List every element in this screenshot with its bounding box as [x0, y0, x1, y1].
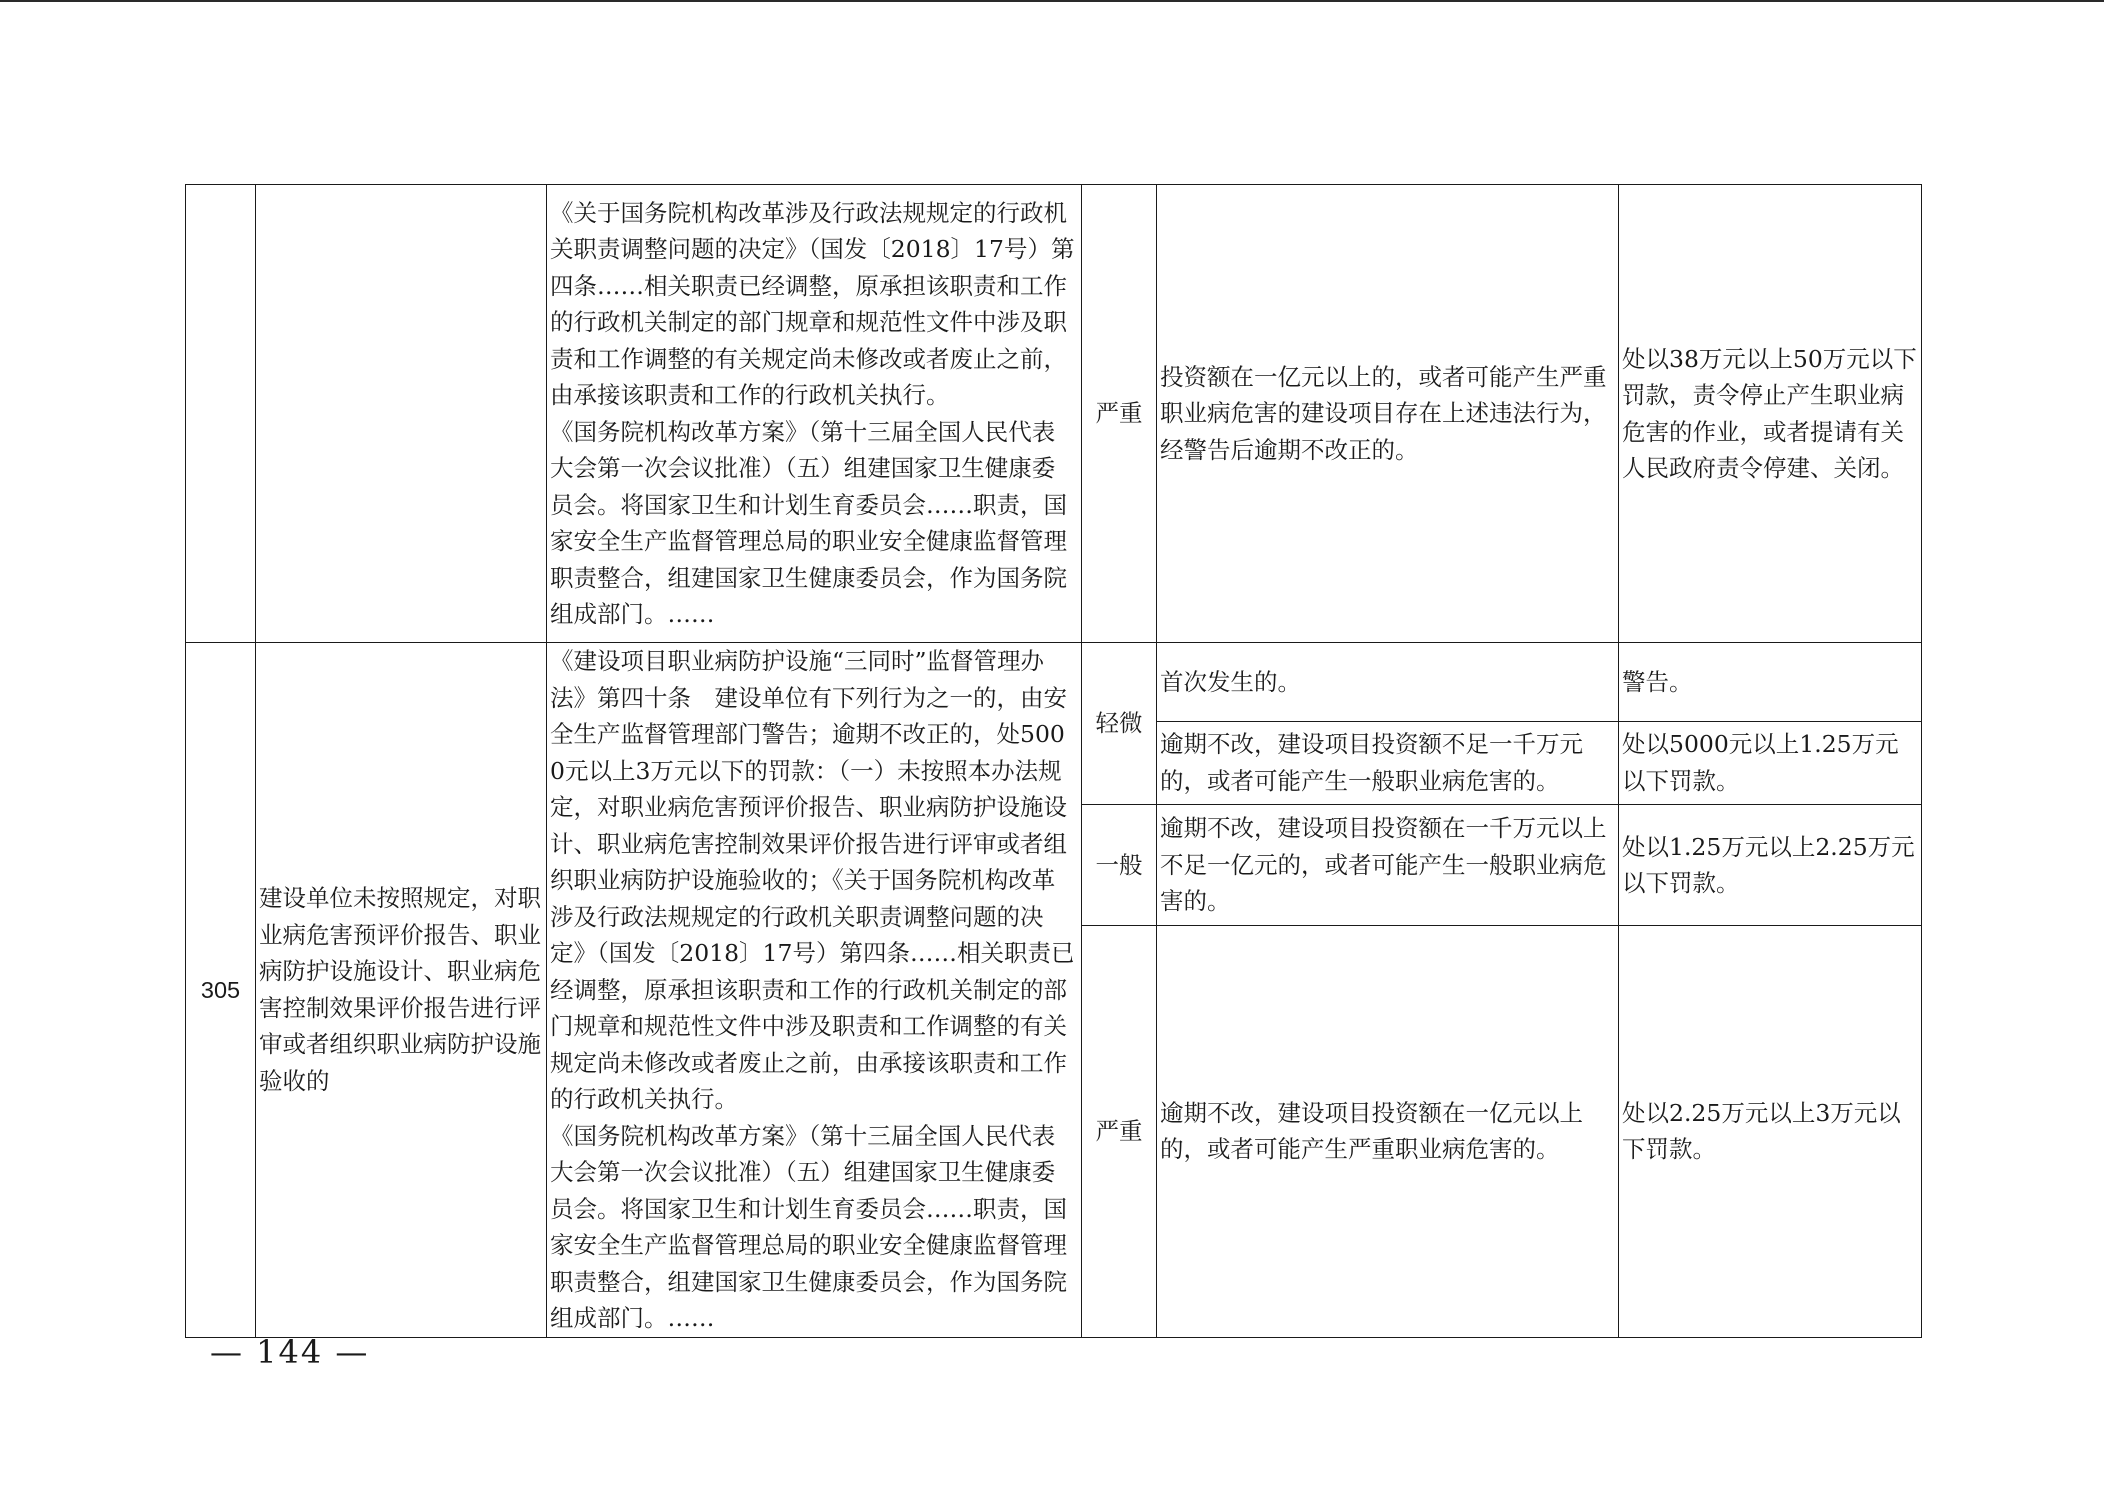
violation-cell — [256, 185, 547, 643]
severity-level-cell: 严重 — [1082, 926, 1157, 1337]
violation-circumstance-cell: 逾期不改，建设项目投资额在一亿元以上的，或者可能产生严重职业病危害的。 — [1157, 926, 1619, 1337]
legal-basis-cell — [547, 643, 1082, 1338]
page-number: — 144 — — [210, 1333, 370, 1371]
item-305-minor-row-1 — [186, 643, 1922, 722]
penalty-standards-table — [185, 184, 1922, 1338]
legal-basis-paragraph: 《关于国务院机构改革涉及行政法规规定的行政机关职责调整问题的决定》（国发〔2018〕17号）第四条……相关职责已经调整，原承担该职责和工作的行政机关制定的部门规章和规范性文件中涉及职责和工作调整的有关规定尚未修改或者废止之前，由承接该职责和工作的行政机关执行。 — [550, 198, 1075, 409]
severity-level-cell: 一般 — [1082, 804, 1157, 925]
penalty-standard-cell: 处以5000元以上1.25万元以下罚款。 — [1619, 721, 1922, 804]
legal-basis-paragraph: 《国务院机构改革方案》（第十三届全国人民代表大会第一次会议批准）（五）组建国家卫生健康委员会。将国家卫生和计划生育委员会……职责，国家安全生产监督管理总局的职业安全健康监督管理职责整合，组建国家卫生健康委员会，作为国务院组成部门。…… — [550, 1121, 1067, 1332]
legal-basis-paragraph: 《国务院机构改革方案》（第十三届全国人民代表大会第一次会议批准）（五）组建国家卫生健康委员会。将国家卫生和计划生育委员会……职责，国家安全生产监督管理总局的职业安全健康监督管理职责整合，组建国家卫生健康委员会，作为国务院组成部门。…… — [550, 417, 1067, 628]
violation-circumstance-cell: 逾期不改，建设项目投资额不足一千万元的，或者可能产生一般职业病危害的。 — [1157, 721, 1619, 804]
violation-circumstance-cell: 逾期不改，建设项目投资额在一千万元以上不足一亿元的，或者可能产生一般职业病危害的。 — [1157, 804, 1619, 925]
penalty-standard-cell: 处以1.25万元以上2.25万元以下罚款。 — [1619, 804, 1922, 925]
legal-basis-paragraph: 《建设项目职业病防护设施“三同时”监督管理办法》第四十条 建设单位有下列行为之一的，由安全生产监督管理部门警告；逾期不改正的，处5000元以上3万元以下的罚款：（一）未按照本办法规定，对职业病危害预评价报告、职业病防护设施设计、职业病危害控制效果评价报告进行评审或者组织职业病防护设施验收的；《关于国务院机构改革涉及行政法规规定的行政机关职责调整问题的决定》（国发〔2018〕17号）第四条……相关职责已经调整，原承担该职责和工作的行政机关制定的部门规章和规范性文件中涉及职责和工作调整的有关规定尚未修改或者废止之前，由承接该职责和工作的行政机关执行。 — [550, 647, 1075, 1113]
severity-level-cell: 严重 — [1082, 185, 1157, 643]
penalty-standard-cell: 处以38万元以上50万元以下罚款，责令停止产生职业病危害的作业，或者提请有关人民政府责令停建、关闭。 — [1619, 185, 1922, 643]
violation-circumstance-cell: 投资额在一亿元以上的，或者可能产生严重职业病危害的建设项目存在上述违法行为，经警告后逾期不改正的。 — [1157, 185, 1619, 643]
severity-level-cell: 轻微 — [1082, 643, 1157, 805]
item-number-cell — [186, 185, 256, 643]
penalty-standard-cell: 警告。 — [1619, 643, 1922, 722]
violation-cell: 建设单位未按照规定，对职业病危害预评价报告、职业病防护设施设计、职业病危害控制效果评价报告进行评审或者组织职业病防护设施验收的 — [256, 643, 547, 1338]
top-border-line — [0, 0, 2104, 2]
item-number-cell: 305 — [186, 643, 256, 1338]
continuation-row — [186, 185, 1922, 643]
legal-basis-cell — [547, 185, 1082, 643]
violation-circumstance-cell: 首次发生的。 — [1157, 643, 1619, 722]
penalty-standard-cell: 处以2.25万元以上3万元以下罚款。 — [1619, 926, 1922, 1337]
